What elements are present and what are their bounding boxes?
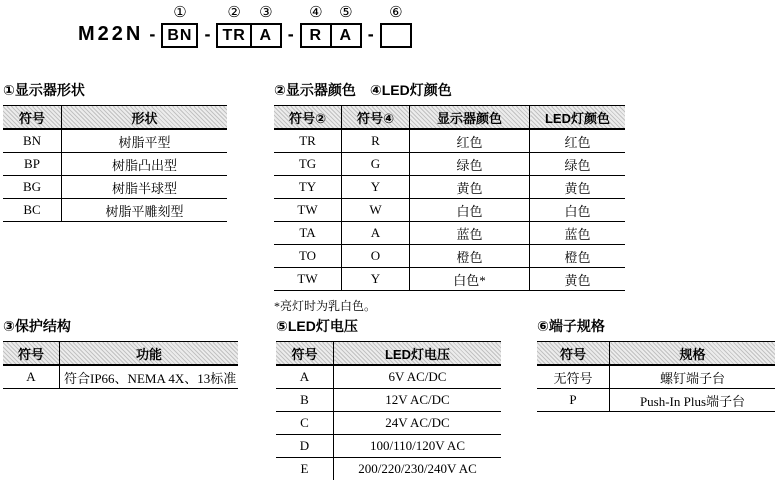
table-row bbox=[276, 435, 501, 458]
column-header: 符号② bbox=[274, 106, 342, 130]
table-row bbox=[274, 245, 625, 268]
column-header: 符号 bbox=[3, 106, 62, 130]
table-cell: TA bbox=[274, 222, 342, 245]
table-cell: 24V AC/DC bbox=[334, 412, 502, 435]
table-cell: Y bbox=[342, 268, 410, 291]
column-header: 符号 bbox=[276, 342, 334, 366]
model-code-box-6-empty bbox=[380, 23, 412, 48]
table-row bbox=[3, 199, 227, 222]
table-cell: C bbox=[276, 412, 334, 435]
table-cell: BP bbox=[3, 153, 62, 176]
column-header: 规格 bbox=[610, 342, 776, 366]
table-cell: TY bbox=[274, 176, 342, 199]
circled-number-6: ⑥ bbox=[389, 4, 403, 21]
table-row bbox=[274, 153, 625, 176]
table-row bbox=[3, 153, 227, 176]
section-protection bbox=[3, 318, 238, 389]
table-cell: 树脂半球型 bbox=[62, 176, 228, 199]
table-cell: 黄色 bbox=[530, 268, 626, 291]
model-dash: - bbox=[149, 24, 156, 44]
table-cell: A bbox=[276, 365, 334, 389]
table-cell: A bbox=[3, 365, 60, 389]
table-cell: B bbox=[276, 389, 334, 412]
model-box-stack bbox=[250, 5, 282, 48]
table-cell: BN bbox=[3, 129, 62, 153]
column-header: 符号 bbox=[537, 342, 610, 366]
model-number bbox=[78, 5, 412, 48]
table-cell: 白色 bbox=[530, 199, 626, 222]
table-row bbox=[274, 129, 625, 153]
table-cell: 6V AC/DC bbox=[334, 365, 502, 389]
table-cell: R bbox=[342, 129, 410, 153]
circled-number-4: ④ bbox=[309, 4, 323, 21]
model-dash: - bbox=[204, 24, 211, 44]
model-code-box-1: BN bbox=[161, 23, 198, 48]
table-row bbox=[276, 458, 501, 480]
table-cell: 橙色 bbox=[410, 245, 530, 268]
table-row bbox=[276, 412, 501, 435]
header-row bbox=[276, 342, 501, 366]
table-cell: W bbox=[342, 199, 410, 222]
section-title: ⑥端子规格 bbox=[537, 318, 605, 334]
model-code-box-3: A bbox=[250, 23, 282, 48]
model-box-stack bbox=[161, 5, 198, 48]
table-row bbox=[3, 176, 227, 199]
table-cell: TR bbox=[274, 129, 342, 153]
table-cell: G bbox=[342, 153, 410, 176]
table-cell: 树脂平型 bbox=[62, 129, 228, 153]
table-cell: BG bbox=[3, 176, 62, 199]
model-dash: - bbox=[287, 24, 294, 44]
table-cell: BC bbox=[3, 199, 62, 222]
circled-number-3: ③ bbox=[259, 4, 273, 21]
model-segment-1 bbox=[161, 5, 198, 48]
column-header: 显示器颜色 bbox=[410, 106, 530, 130]
table-cell: 蓝色 bbox=[530, 222, 626, 245]
table-cell: 黄色 bbox=[410, 176, 530, 199]
section-title: ⑤LED灯电压 bbox=[276, 318, 358, 334]
header-row bbox=[3, 342, 238, 366]
table-cell: 白色* bbox=[410, 268, 530, 291]
model-prefix: M22N bbox=[78, 23, 144, 45]
table-cell: 符合IP66、NEMA 4X、13标准 bbox=[60, 365, 239, 389]
column-header: 符号④ bbox=[342, 106, 410, 130]
footnote: *亮灯时为乳白色。 bbox=[274, 299, 377, 313]
circled-number-2: ② bbox=[227, 4, 241, 21]
model-code-box-4: R bbox=[300, 23, 332, 48]
led-voltage-table bbox=[276, 341, 501, 480]
table-cell: 树脂平雕刻型 bbox=[62, 199, 228, 222]
model-box-stack bbox=[330, 5, 362, 48]
circled-number-5: ⑤ bbox=[339, 4, 353, 21]
table-cell: Y bbox=[342, 176, 410, 199]
table-cell: 红色 bbox=[410, 129, 530, 153]
table-row bbox=[274, 268, 625, 291]
section-terminal-spec bbox=[537, 318, 775, 412]
display-shape-table bbox=[3, 105, 227, 222]
table-row bbox=[3, 129, 227, 153]
table-cell: 无符号 bbox=[537, 365, 610, 389]
terminal-spec-table bbox=[537, 341, 775, 412]
model-segment-2 bbox=[216, 5, 281, 48]
table-cell: 200/220/230/240V AC bbox=[334, 458, 502, 480]
table-cell: A bbox=[342, 222, 410, 245]
header-row bbox=[537, 342, 775, 366]
table-cell: 蓝色 bbox=[410, 222, 530, 245]
table-row bbox=[3, 365, 238, 389]
section-title: ②显示器颜色 ④LED灯颜色 bbox=[274, 82, 452, 98]
table-row bbox=[537, 389, 775, 412]
section-display-led-color bbox=[274, 82, 625, 314]
table-cell: 白色 bbox=[410, 199, 530, 222]
table-row bbox=[276, 365, 501, 389]
table-cell: TW bbox=[274, 268, 342, 291]
column-header: 符号 bbox=[3, 342, 60, 366]
model-segment-4 bbox=[380, 5, 412, 48]
model-code-box-2: TR bbox=[216, 23, 251, 48]
section-led-voltage bbox=[276, 318, 501, 480]
table-cell: TO bbox=[274, 245, 342, 268]
table-cell: O bbox=[342, 245, 410, 268]
protection-table bbox=[3, 341, 238, 389]
table-row bbox=[274, 176, 625, 199]
table-cell: 树脂凸出型 bbox=[62, 153, 228, 176]
model-box-stack bbox=[300, 5, 332, 48]
display-led-color-table bbox=[274, 105, 625, 291]
column-header: LED灯电压 bbox=[334, 342, 502, 366]
table-row bbox=[274, 222, 625, 245]
table-row bbox=[537, 365, 775, 389]
section-display-shape bbox=[3, 82, 227, 222]
table-cell: Push-In Plus端子台 bbox=[610, 389, 776, 412]
table-cell: 绿色 bbox=[530, 153, 626, 176]
column-header: LED灯颜色 bbox=[530, 106, 626, 130]
table-cell: TW bbox=[274, 199, 342, 222]
table-cell: 红色 bbox=[530, 129, 626, 153]
table-cell: 绿色 bbox=[410, 153, 530, 176]
model-segment-3 bbox=[300, 5, 362, 48]
table-cell: P bbox=[537, 389, 610, 412]
table-cell: E bbox=[276, 458, 334, 480]
section-title: ③保护结构 bbox=[3, 318, 71, 334]
model-dash: - bbox=[367, 24, 374, 44]
table-cell: 橙色 bbox=[530, 245, 626, 268]
header-row bbox=[274, 106, 625, 130]
table-row bbox=[276, 389, 501, 412]
table-cell: D bbox=[276, 435, 334, 458]
model-box-stack bbox=[216, 5, 251, 48]
column-header: 形状 bbox=[62, 106, 228, 130]
header-row bbox=[3, 106, 227, 130]
table-cell: 12V AC/DC bbox=[334, 389, 502, 412]
table-cell: 100/110/120V AC bbox=[334, 435, 502, 458]
circled-number-1: ① bbox=[173, 4, 187, 21]
table-cell: TG bbox=[274, 153, 342, 176]
table-row bbox=[274, 199, 625, 222]
model-box-stack bbox=[380, 5, 412, 48]
column-header: 功能 bbox=[60, 342, 239, 366]
table-cell: 黄色 bbox=[530, 176, 626, 199]
section-title: ①显示器形状 bbox=[3, 82, 85, 98]
table-cell: 螺钉端子台 bbox=[610, 365, 776, 389]
model-code-box-5: A bbox=[330, 23, 362, 48]
